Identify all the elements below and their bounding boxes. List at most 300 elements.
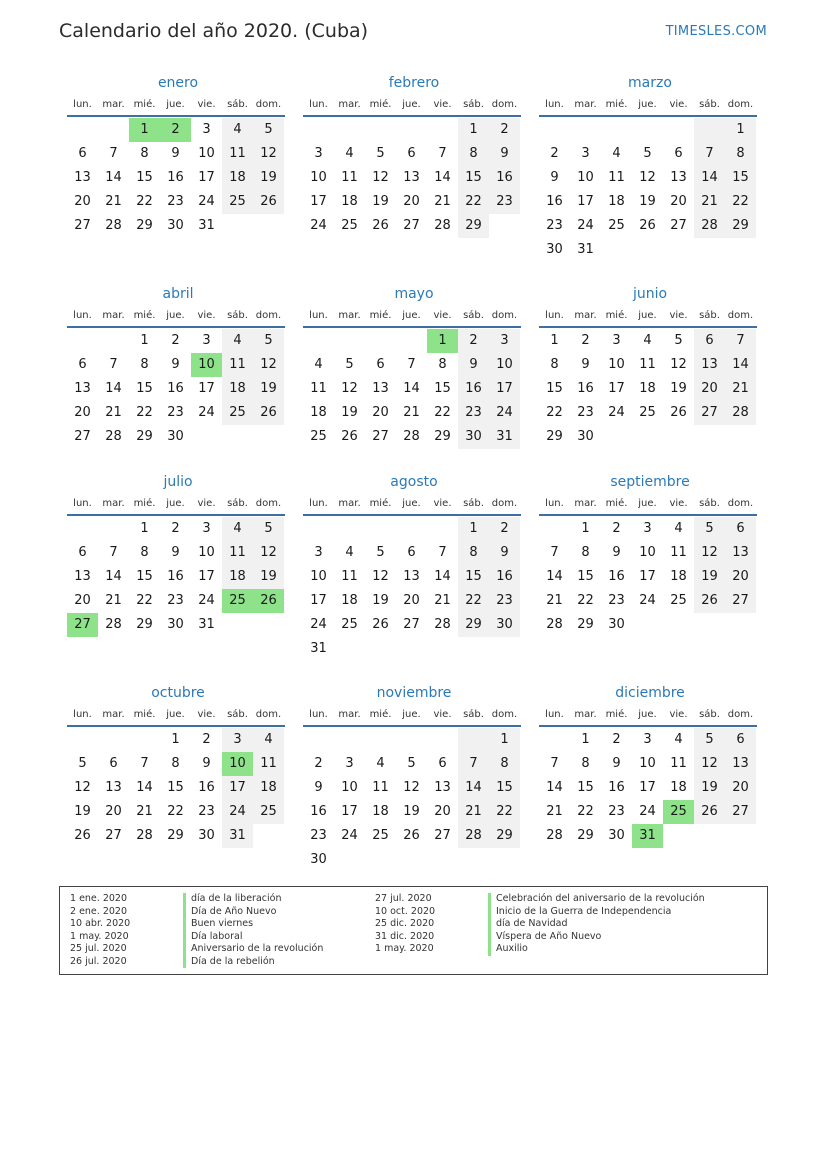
day-cell[interactable]: 27 — [105, 828, 122, 843]
day-cell[interactable]: 29 — [546, 429, 563, 444]
day-cell[interactable]: 18 — [341, 194, 358, 209]
day-cell[interactable]: 23 — [167, 405, 184, 420]
day-cell[interactable]: 15 — [577, 780, 594, 795]
holiday-day-cell[interactable]: 2 — [160, 118, 191, 142]
day-cell[interactable]: 15 — [136, 170, 153, 185]
day-cell[interactable]: 19 — [403, 804, 420, 819]
day-cell[interactable]: 7 — [550, 756, 559, 771]
day-cell[interactable]: 22 — [458, 589, 489, 613]
day-cell[interactable]: 3 — [612, 333, 621, 348]
day-cell[interactable]: 4 — [674, 521, 683, 536]
day-cell[interactable]: 22 — [577, 804, 594, 819]
day-cell[interactable]: 17 — [608, 381, 625, 396]
day-cell[interactable]: 30 — [167, 617, 184, 632]
day-cell[interactable]: 11 — [253, 752, 284, 776]
day-cell[interactable]: 9 — [171, 545, 180, 560]
day-cell[interactable]: 12 — [74, 780, 91, 795]
day-cell[interactable]: 5 — [376, 146, 385, 161]
day-cell[interactable]: 8 — [140, 357, 149, 372]
day-cell[interactable]: 3 — [222, 728, 253, 752]
day-cell[interactable]: 11 — [670, 756, 687, 771]
day-cell[interactable]: 28 — [546, 828, 563, 843]
day-cell[interactable]: 7 — [438, 146, 447, 161]
day-cell[interactable]: 3 — [581, 146, 590, 161]
day-cell[interactable]: 9 — [612, 756, 621, 771]
day-cell[interactable]: 15 — [458, 565, 489, 589]
day-cell[interactable]: 1 — [550, 333, 559, 348]
day-cell[interactable]: 16 — [167, 569, 184, 584]
holiday-day-cell[interactable]: 31 — [632, 824, 663, 848]
day-cell[interactable]: 8 — [438, 357, 447, 372]
day-cell[interactable]: 24 — [310, 617, 327, 632]
day-cell[interactable]: 23 — [489, 190, 520, 214]
day-cell[interactable]: 17 — [310, 593, 327, 608]
day-cell[interactable]: 1 — [171, 732, 180, 747]
day-cell[interactable]: 22 — [434, 405, 451, 420]
day-cell[interactable]: 10 — [341, 780, 358, 795]
day-cell[interactable]: 13 — [372, 381, 389, 396]
day-cell[interactable]: 22 — [136, 593, 153, 608]
day-cell[interactable]: 31 — [310, 641, 327, 656]
day-cell[interactable]: 19 — [694, 776, 725, 800]
day-cell[interactable]: 24 — [608, 405, 625, 420]
day-cell[interactable]: 6 — [78, 146, 87, 161]
day-cell[interactable]: 29 — [725, 214, 756, 238]
day-cell[interactable]: 30 — [489, 613, 520, 637]
day-cell[interactable]: 14 — [546, 780, 563, 795]
day-cell[interactable]: 6 — [725, 517, 756, 541]
day-cell[interactable]: 18 — [372, 804, 389, 819]
day-cell[interactable]: 4 — [314, 357, 323, 372]
day-cell[interactable]: 2 — [171, 521, 180, 536]
day-cell[interactable]: 5 — [674, 333, 683, 348]
day-cell[interactable]: 16 — [577, 381, 594, 396]
day-cell[interactable]: 23 — [489, 589, 520, 613]
day-cell[interactable]: 2 — [458, 329, 489, 353]
holiday-day-cell[interactable]: 1 — [427, 329, 458, 353]
day-cell[interactable]: 24 — [489, 401, 520, 425]
day-cell[interactable]: 26 — [639, 218, 656, 233]
day-cell[interactable]: 29 — [458, 613, 489, 637]
day-cell[interactable]: 8 — [725, 142, 756, 166]
day-cell[interactable]: 24 — [639, 593, 656, 608]
holiday-day-cell[interactable]: 25 — [222, 589, 253, 613]
day-cell[interactable]: 2 — [550, 146, 559, 161]
day-cell[interactable]: 19 — [253, 166, 284, 190]
day-cell[interactable]: 16 — [167, 170, 184, 185]
day-cell[interactable]: 1 — [489, 728, 520, 752]
day-cell[interactable]: 2 — [612, 521, 621, 536]
day-cell[interactable]: 18 — [608, 194, 625, 209]
day-cell[interactable]: 18 — [341, 593, 358, 608]
day-cell[interactable]: 7 — [550, 545, 559, 560]
day-cell[interactable]: 21 — [434, 194, 451, 209]
day-cell[interactable]: 25 — [670, 593, 687, 608]
day-cell[interactable]: 16 — [489, 166, 520, 190]
day-cell[interactable]: 21 — [434, 593, 451, 608]
day-cell[interactable]: 23 — [546, 218, 563, 233]
day-cell[interactable]: 2 — [612, 732, 621, 747]
day-cell[interactable]: 11 — [222, 353, 253, 377]
day-cell[interactable]: 14 — [434, 170, 451, 185]
day-cell[interactable]: 22 — [546, 405, 563, 420]
day-cell[interactable]: 25 — [341, 617, 358, 632]
day-cell[interactable]: 19 — [253, 565, 284, 589]
day-cell[interactable]: 14 — [434, 569, 451, 584]
day-cell[interactable]: 2 — [171, 333, 180, 348]
day-cell[interactable]: 23 — [198, 804, 215, 819]
day-cell[interactable]: 18 — [670, 780, 687, 795]
day-cell[interactable]: 25 — [639, 405, 656, 420]
day-cell[interactable]: 1 — [140, 333, 149, 348]
day-cell[interactable]: 28 — [546, 617, 563, 632]
day-cell[interactable]: 15 — [725, 166, 756, 190]
day-cell[interactable]: 11 — [670, 545, 687, 560]
day-cell[interactable]: 24 — [198, 593, 215, 608]
day-cell[interactable]: 5 — [407, 756, 416, 771]
day-cell[interactable]: 20 — [434, 804, 451, 819]
day-cell[interactable]: 5 — [345, 357, 354, 372]
day-cell[interactable]: 16 — [310, 804, 327, 819]
day-cell[interactable]: 9 — [612, 545, 621, 560]
day-cell[interactable]: 21 — [546, 804, 563, 819]
day-cell[interactable]: 26 — [253, 401, 284, 425]
day-cell[interactable]: 29 — [136, 429, 153, 444]
day-cell[interactable]: 6 — [694, 329, 725, 353]
day-cell[interactable]: 29 — [577, 617, 594, 632]
day-cell[interactable]: 6 — [725, 728, 756, 752]
day-cell[interactable]: 26 — [694, 800, 725, 824]
day-cell[interactable]: 25 — [222, 401, 253, 425]
day-cell[interactable]: 22 — [725, 190, 756, 214]
day-cell[interactable]: 28 — [105, 218, 122, 233]
day-cell[interactable]: 24 — [198, 194, 215, 209]
day-cell[interactable]: 17 — [198, 170, 215, 185]
day-cell[interactable]: 5 — [253, 517, 284, 541]
holiday-day-cell[interactable]: 10 — [191, 353, 222, 377]
day-cell[interactable]: 1 — [725, 118, 756, 142]
day-cell[interactable]: 30 — [458, 425, 489, 449]
day-cell[interactable]: 21 — [458, 800, 489, 824]
day-cell[interactable]: 15 — [136, 381, 153, 396]
day-cell[interactable]: 19 — [694, 565, 725, 589]
day-cell[interactable]: 10 — [608, 357, 625, 372]
day-cell[interactable]: 4 — [345, 146, 354, 161]
day-cell[interactable]: 15 — [167, 780, 184, 795]
day-cell[interactable]: 6 — [438, 756, 447, 771]
day-cell[interactable]: 14 — [458, 776, 489, 800]
day-cell[interactable]: 21 — [403, 405, 420, 420]
day-cell[interactable]: 12 — [253, 353, 284, 377]
day-cell[interactable]: 22 — [167, 804, 184, 819]
day-cell[interactable]: 13 — [725, 541, 756, 565]
day-cell[interactable]: 25 — [372, 828, 389, 843]
day-cell[interactable]: 16 — [458, 377, 489, 401]
day-cell[interactable]: 30 — [608, 617, 625, 632]
day-cell[interactable]: 16 — [167, 381, 184, 396]
day-cell[interactable]: 14 — [694, 166, 725, 190]
day-cell[interactable]: 3 — [643, 732, 652, 747]
day-cell[interactable]: 20 — [372, 405, 389, 420]
day-cell[interactable]: 24 — [577, 218, 594, 233]
day-cell[interactable]: 28 — [694, 214, 725, 238]
day-cell[interactable]: 8 — [581, 756, 590, 771]
day-cell[interactable]: 11 — [310, 381, 327, 396]
day-cell[interactable]: 22 — [489, 800, 520, 824]
day-cell[interactable]: 27 — [403, 218, 420, 233]
day-cell[interactable]: 13 — [725, 752, 756, 776]
day-cell[interactable]: 20 — [670, 194, 687, 209]
day-cell[interactable]: 29 — [434, 429, 451, 444]
day-cell[interactable]: 19 — [341, 405, 358, 420]
day-cell[interactable]: 12 — [670, 357, 687, 372]
day-cell[interactable]: 23 — [458, 401, 489, 425]
day-cell[interactable]: 7 — [109, 146, 118, 161]
day-cell[interactable]: 29 — [167, 828, 184, 843]
day-cell[interactable]: 3 — [489, 329, 520, 353]
day-cell[interactable]: 6 — [109, 756, 118, 771]
day-cell[interactable]: 21 — [725, 377, 756, 401]
day-cell[interactable]: 24 — [341, 828, 358, 843]
day-cell[interactable]: 23 — [608, 593, 625, 608]
day-cell[interactable]: 14 — [725, 353, 756, 377]
day-cell[interactable]: 25 — [253, 800, 284, 824]
day-cell[interactable]: 1 — [458, 118, 489, 142]
day-cell[interactable]: 4 — [222, 118, 253, 142]
day-cell[interactable]: 18 — [222, 565, 253, 589]
day-cell[interactable]: 9 — [171, 146, 180, 161]
day-cell[interactable]: 6 — [78, 357, 87, 372]
day-cell[interactable]: 6 — [376, 357, 385, 372]
day-cell[interactable]: 5 — [643, 146, 652, 161]
day-cell[interactable]: 24 — [310, 218, 327, 233]
day-cell[interactable]: 25 — [341, 218, 358, 233]
day-cell[interactable]: 8 — [140, 545, 149, 560]
day-cell[interactable]: 20 — [694, 377, 725, 401]
day-cell[interactable]: 21 — [694, 190, 725, 214]
day-cell[interactable]: 12 — [694, 752, 725, 776]
day-cell[interactable]: 30 — [310, 852, 327, 867]
day-cell[interactable]: 31 — [222, 824, 253, 848]
day-cell[interactable]: 12 — [639, 170, 656, 185]
day-cell[interactable]: 12 — [403, 780, 420, 795]
day-cell[interactable]: 14 — [105, 170, 122, 185]
day-cell[interactable]: 2 — [489, 118, 520, 142]
day-cell[interactable]: 27 — [434, 828, 451, 843]
day-cell[interactable]: 21 — [105, 593, 122, 608]
day-cell[interactable]: 27 — [74, 218, 91, 233]
day-cell[interactable]: 31 — [577, 242, 594, 257]
brand-link[interactable]: TIMESLES.COM — [665, 24, 767, 39]
day-cell[interactable]: 20 — [725, 565, 756, 589]
day-cell[interactable]: 4 — [253, 728, 284, 752]
day-cell[interactable]: 31 — [198, 218, 215, 233]
day-cell[interactable]: 22 — [458, 190, 489, 214]
day-cell[interactable]: 22 — [136, 405, 153, 420]
day-cell[interactable]: 4 — [222, 517, 253, 541]
day-cell[interactable]: 8 — [550, 357, 559, 372]
day-cell[interactable]: 13 — [670, 170, 687, 185]
holiday-day-cell[interactable]: 26 — [253, 589, 284, 613]
day-cell[interactable]: 20 — [105, 804, 122, 819]
day-cell[interactable]: 13 — [403, 569, 420, 584]
day-cell[interactable]: 11 — [222, 142, 253, 166]
day-cell[interactable]: 30 — [167, 429, 184, 444]
day-cell[interactable]: 7 — [458, 752, 489, 776]
day-cell[interactable]: 17 — [198, 381, 215, 396]
day-cell[interactable]: 4 — [376, 756, 385, 771]
day-cell[interactable]: 1 — [581, 732, 590, 747]
day-cell[interactable]: 29 — [136, 218, 153, 233]
day-cell[interactable]: 13 — [694, 353, 725, 377]
day-cell[interactable]: 26 — [670, 405, 687, 420]
day-cell[interactable]: 11 — [639, 357, 656, 372]
day-cell[interactable]: 9 — [489, 541, 520, 565]
day-cell[interactable]: 7 — [140, 756, 149, 771]
day-cell[interactable]: 23 — [577, 405, 594, 420]
day-cell[interactable]: 5 — [253, 118, 284, 142]
day-cell[interactable]: 17 — [222, 776, 253, 800]
day-cell[interactable]: 14 — [403, 381, 420, 396]
day-cell[interactable]: 27 — [694, 401, 725, 425]
day-cell[interactable]: 26 — [403, 828, 420, 843]
day-cell[interactable]: 2 — [314, 756, 323, 771]
day-cell[interactable]: 30 — [167, 218, 184, 233]
day-cell[interactable]: 20 — [725, 776, 756, 800]
day-cell[interactable]: 12 — [372, 569, 389, 584]
day-cell[interactable]: 26 — [74, 828, 91, 843]
day-cell[interactable]: 8 — [171, 756, 180, 771]
day-cell[interactable]: 2 — [581, 333, 590, 348]
day-cell[interactable]: 3 — [314, 146, 323, 161]
day-cell[interactable]: 4 — [222, 329, 253, 353]
day-cell[interactable]: 18 — [670, 569, 687, 584]
day-cell[interactable]: 14 — [136, 780, 153, 795]
day-cell[interactable]: 25 — [222, 190, 253, 214]
day-cell[interactable]: 15 — [577, 569, 594, 584]
day-cell[interactable]: 11 — [341, 170, 358, 185]
day-cell[interactable]: 17 — [489, 377, 520, 401]
day-cell[interactable]: 17 — [639, 569, 656, 584]
day-cell[interactable]: 10 — [310, 569, 327, 584]
day-cell[interactable]: 11 — [608, 170, 625, 185]
day-cell[interactable]: 14 — [105, 569, 122, 584]
day-cell[interactable]: 9 — [458, 353, 489, 377]
day-cell[interactable]: 8 — [140, 146, 149, 161]
day-cell[interactable]: 4 — [612, 146, 621, 161]
day-cell[interactable]: 19 — [639, 194, 656, 209]
day-cell[interactable]: 26 — [694, 589, 725, 613]
day-cell[interactable]: 12 — [253, 142, 284, 166]
day-cell[interactable]: 3 — [314, 545, 323, 560]
day-cell[interactable]: 21 — [105, 194, 122, 209]
day-cell[interactable]: 18 — [310, 405, 327, 420]
day-cell[interactable]: 2 — [489, 517, 520, 541]
day-cell[interactable]: 4 — [643, 333, 652, 348]
day-cell[interactable]: 5 — [694, 728, 725, 752]
day-cell[interactable]: 26 — [253, 190, 284, 214]
day-cell[interactable]: 1 — [581, 521, 590, 536]
day-cell[interactable]: 31 — [489, 425, 520, 449]
day-cell[interactable]: 2 — [202, 732, 211, 747]
day-cell[interactable]: 15 — [489, 776, 520, 800]
day-cell[interactable]: 19 — [253, 377, 284, 401]
day-cell[interactable]: 30 — [546, 242, 563, 257]
day-cell[interactable]: 28 — [434, 218, 451, 233]
day-cell[interactable]: 13 — [74, 569, 91, 584]
day-cell[interactable]: 30 — [198, 828, 215, 843]
day-cell[interactable]: 22 — [577, 593, 594, 608]
day-cell[interactable]: 10 — [310, 170, 327, 185]
day-cell[interactable]: 19 — [372, 593, 389, 608]
day-cell[interactable]: 10 — [198, 545, 215, 560]
day-cell[interactable]: 18 — [639, 381, 656, 396]
holiday-day-cell[interactable]: 27 — [67, 613, 98, 637]
day-cell[interactable]: 4 — [674, 732, 683, 747]
day-cell[interactable]: 11 — [222, 541, 253, 565]
day-cell[interactable]: 20 — [403, 194, 420, 209]
day-cell[interactable]: 16 — [608, 569, 625, 584]
day-cell[interactable]: 13 — [105, 780, 122, 795]
day-cell[interactable]: 28 — [105, 429, 122, 444]
day-cell[interactable]: 6 — [407, 146, 416, 161]
day-cell[interactable]: 6 — [674, 146, 683, 161]
day-cell[interactable]: 13 — [74, 381, 91, 396]
day-cell[interactable]: 9 — [171, 357, 180, 372]
day-cell[interactable]: 30 — [577, 429, 594, 444]
day-cell[interactable]: 17 — [341, 804, 358, 819]
day-cell[interactable]: 3 — [643, 521, 652, 536]
day-cell[interactable]: 12 — [372, 170, 389, 185]
day-cell[interactable]: 14 — [546, 569, 563, 584]
day-cell[interactable]: 22 — [136, 194, 153, 209]
day-cell[interactable]: 14 — [105, 381, 122, 396]
day-cell[interactable]: 9 — [202, 756, 211, 771]
day-cell[interactable]: 26 — [372, 617, 389, 632]
day-cell[interactable]: 10 — [639, 756, 656, 771]
day-cell[interactable]: 15 — [136, 569, 153, 584]
day-cell[interactable]: 6 — [78, 545, 87, 560]
day-cell[interactable]: 1 — [140, 521, 149, 536]
day-cell[interactable]: 7 — [109, 357, 118, 372]
day-cell[interactable]: 23 — [310, 828, 327, 843]
day-cell[interactable]: 7 — [438, 545, 447, 560]
day-cell[interactable]: 29 — [489, 824, 520, 848]
day-cell[interactable]: 8 — [458, 142, 489, 166]
day-cell[interactable]: 3 — [202, 521, 211, 536]
day-cell[interactable]: 28 — [434, 617, 451, 632]
day-cell[interactable]: 1 — [458, 517, 489, 541]
day-cell[interactable]: 29 — [577, 828, 594, 843]
day-cell[interactable]: 17 — [577, 194, 594, 209]
day-cell[interactable]: 24 — [639, 804, 656, 819]
day-cell[interactable]: 7 — [407, 357, 416, 372]
day-cell[interactable]: 31 — [198, 617, 215, 632]
day-cell[interactable]: 18 — [222, 166, 253, 190]
day-cell[interactable]: 8 — [489, 752, 520, 776]
day-cell[interactable]: 21 — [546, 593, 563, 608]
day-cell[interactable]: 10 — [198, 146, 215, 161]
day-cell[interactable]: 7 — [109, 545, 118, 560]
day-cell[interactable]: 21 — [136, 804, 153, 819]
day-cell[interactable]: 27 — [670, 218, 687, 233]
day-cell[interactable]: 7 — [725, 329, 756, 353]
day-cell[interactable]: 16 — [198, 780, 215, 795]
day-cell[interactable]: 12 — [694, 541, 725, 565]
day-cell[interactable]: 16 — [489, 565, 520, 589]
day-cell[interactable]: 29 — [458, 214, 489, 238]
day-cell[interactable]: 9 — [550, 170, 559, 185]
